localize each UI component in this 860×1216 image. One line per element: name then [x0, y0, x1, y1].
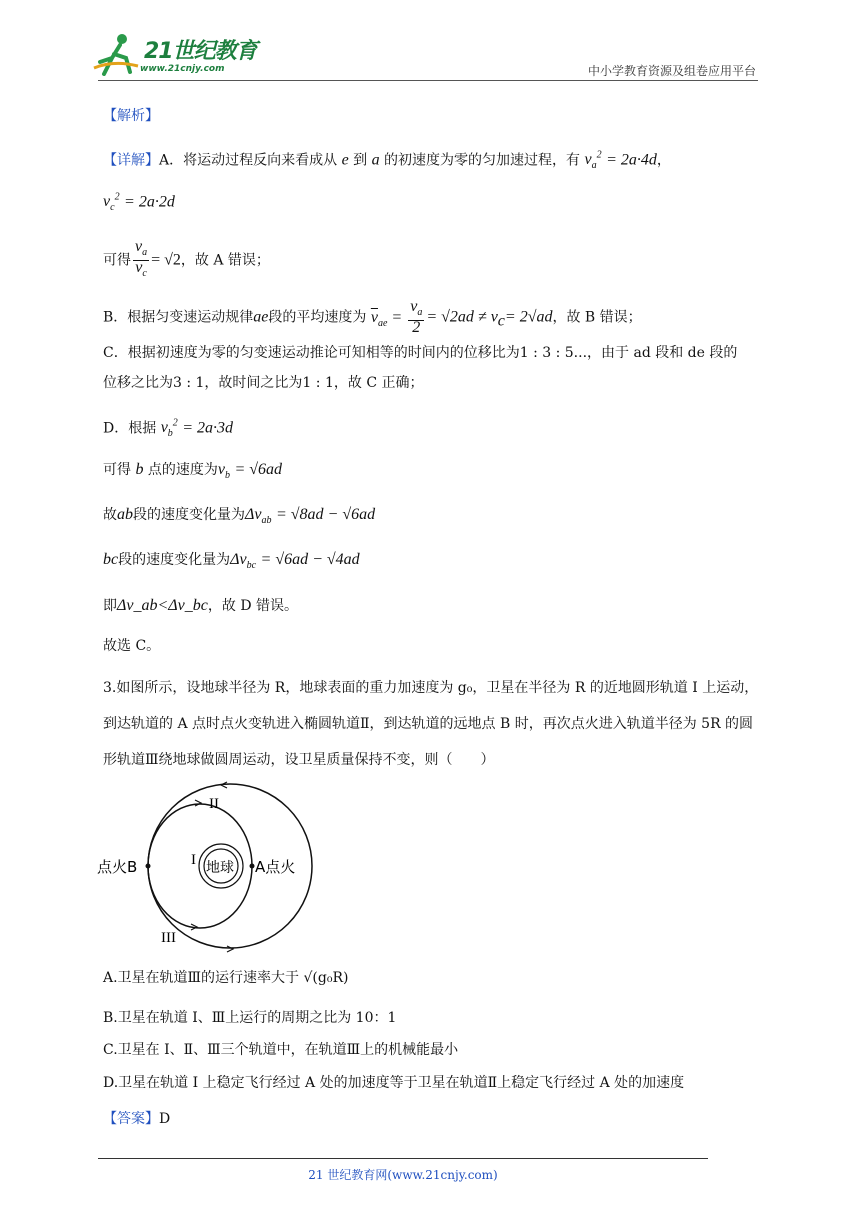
a-eq2: = 2a·2d — [124, 193, 175, 211]
d-ab-pre: 故 — [103, 507, 117, 523]
a-text2: 的初速度为零的匀加速过程，有 — [384, 152, 581, 169]
a-result-post: ，故 A 错误； — [180, 252, 270, 269]
analysis-line-d-b: 可得 b 点的速度为$v_b = √6ad$ — [103, 461, 283, 482]
label-earth: 地球 — [206, 860, 234, 876]
d-b-pre: 可得 — [103, 462, 131, 478]
c-line2: 位移之比为3 : 1，故时间之比为1 : 1，故 C 正确； — [103, 375, 424, 391]
label-B: 点火B — [97, 858, 138, 876]
question-3-stem: 3.如图所示，设地球半径为 R，地球表面的重力加速度为 g₀，卫星在半径为 R 的近地圆形轨道 I 上运动，到达轨道的 A 点时点火变轨进入椭圆轨道Ⅱ，到达轨道的远地点 B 时，再次点火进入轨道半径为 5R 的圆形轨道Ⅲ绕地球做圆周运动，设卫星质量保持不变，则（ ） — [103, 680, 759, 768]
answer-tag: 【答案】 — [103, 1111, 159, 1127]
option-b: B.卫星在轨道 I、Ⅲ上运行的周期之比为 10：1 — [103, 1010, 397, 1026]
analysis-line-a3: 可得 $\frac{v_a}{v_c}$ = √2，故 A 错误； — [103, 238, 270, 280]
analysis-line-a1: 【详解】A．将运动过程反向来看成从 e 到 a 的初速度为零的匀加速过程，有 $v_a^2 = 2a\cdot 4d$， — [103, 150, 671, 172]
logo-text: 21世纪教育 — [144, 39, 257, 64]
d-ab-var: ab — [117, 506, 133, 523]
b-post: ，故 B 错误； — [552, 309, 642, 326]
answer-select: 故选 C。 — [103, 638, 161, 654]
detail-tag: 【详解】 — [103, 152, 159, 169]
runner-logo-icon — [92, 32, 140, 76]
d-b-mid: 点的速度为 — [147, 462, 218, 478]
label-III: III — [161, 930, 176, 946]
option-c: C.卫星在 I、Ⅱ、Ⅲ三个轨道中，在轨道Ⅲ上的机械能最小 — [103, 1042, 459, 1058]
orbit-diagram — [95, 780, 315, 956]
d-b-eq: = √6ad — [234, 461, 283, 478]
point-A — [250, 864, 255, 869]
d-bc-eq: = √6ad − √4ad — [260, 551, 360, 568]
answer-line — [103, 1109, 170, 1129]
label-A: A点火 — [255, 858, 296, 876]
d-ab-mid: 段的速度变化量为 — [133, 507, 245, 523]
d-conclusion-post: ，故 D 错误。 — [207, 598, 299, 614]
label-II: II — [209, 796, 219, 812]
analysis-line-d-conclusion — [103, 596, 298, 616]
b-text2: 段的平均速度为 — [268, 309, 367, 326]
a-eq1: = 2a·4d — [606, 151, 657, 169]
analysis-line-d: D．根据 $v_b^2 = 2a\cdot 3d$ — [103, 418, 234, 440]
a-var-a: a — [371, 151, 380, 169]
label-I: I — [191, 852, 196, 868]
option-d: D.卫星在轨道 I 上稳定飞行经过 A 处的加速度等于卫星在轨道Ⅱ上稳定飞行经过 A 处的加速度 — [103, 1075, 685, 1091]
d-ab-eq: = √8ad − √6ad — [275, 506, 376, 523]
d-eq: = 2a·3d — [182, 419, 234, 437]
d-bc-var: bc — [103, 551, 119, 568]
b-text: B．根据匀变速运动规律 — [103, 309, 254, 326]
answer-value: D — [159, 1111, 171, 1127]
a-result-eq: = √2 — [151, 251, 181, 269]
analysis-line-d-ab: 故ab段的速度变化量为$\Delta v_{ab} = √8ad - √6ad$ — [103, 506, 376, 527]
a-var-e: e — [341, 151, 349, 169]
logo — [92, 32, 272, 80]
analysis-line-c — [103, 338, 763, 398]
d-conclusion-pre: 即 — [103, 598, 117, 614]
d-conclusion-eq: Δv_ab<Δv_bc — [117, 597, 208, 614]
d-pre: D．根据 — [103, 420, 157, 437]
logo-url: www.21cnjy.com — [140, 64, 225, 74]
a-result-pre: 可得 — [103, 252, 131, 269]
orbit-diagram-svg — [95, 780, 315, 956]
header-divider — [98, 80, 758, 81]
option-a: A.卫星在轨道Ⅲ的运行速率大于 √(g₀R) — [103, 970, 349, 986]
b-eq2: = 2√ad — [504, 308, 553, 326]
footer-text: 21 世纪教育网(www.21cnjy.com) — [308, 1168, 498, 1182]
analysis-line-b: B．根据匀变速运动规律ae段的平均速度为 $\overline{v}_{ae}$ = $\frac{v_a}{2}$ = $√2ad \ne v_c= 2√ad$，故 B 错误； — [103, 298, 642, 337]
analysis-line-d-bc: bc段的速度变化量为$\Delta v_{bc} = √6ad - √4ad$ — [103, 551, 360, 572]
analysis-line-a2: $v_c^2 = 2a\cdot 2d$ — [103, 192, 175, 214]
platform-name: 中小学教育资源及组卷应用平台 — [587, 64, 756, 78]
a-text1: A．将运动过程反向来看成从 — [159, 152, 338, 169]
orbit-II — [148, 804, 252, 928]
footer-divider — [98, 1158, 708, 1159]
analysis-tag: 【解析】 — [103, 108, 159, 124]
b-eq: = √2ad ≠ v — [426, 308, 498, 326]
point-B — [146, 864, 151, 869]
b-ae: ae — [253, 308, 269, 326]
a-to: 到 — [353, 152, 368, 169]
d-bc-mid: 段的速度变化量为 — [118, 552, 231, 568]
d-b-var: b — [135, 461, 144, 478]
page-header — [0, 0, 860, 90]
c-line1: C．根据初速度为零的匀变速运动推论可知相等的时间内的位移比为1 : 3 : 5...，由于 ad 段和 de 段的 — [103, 345, 738, 361]
